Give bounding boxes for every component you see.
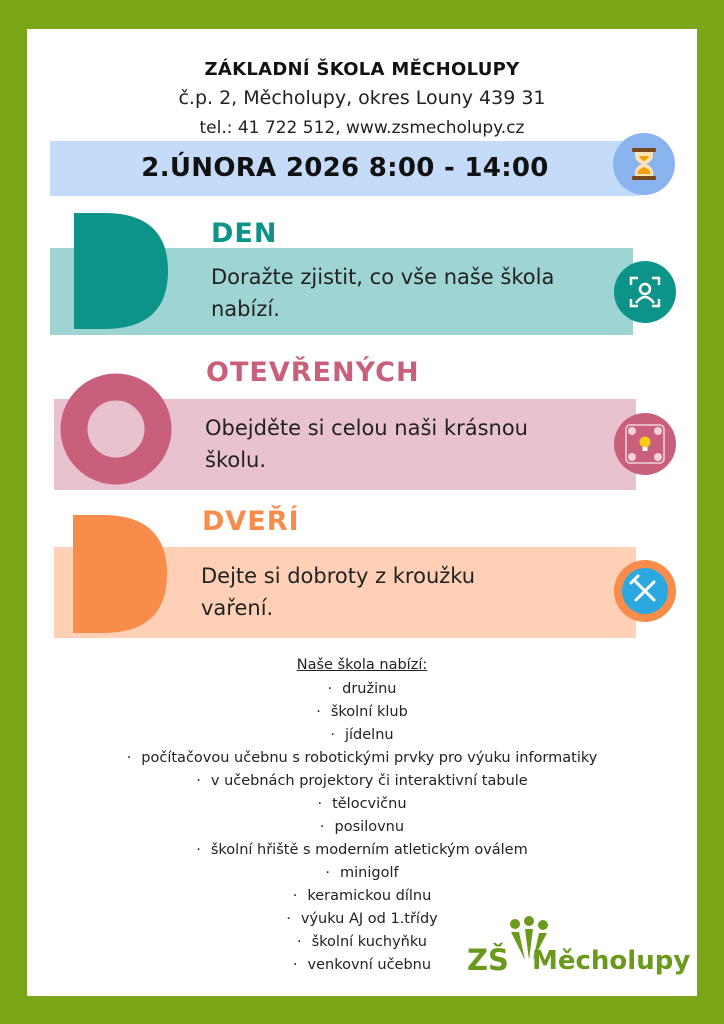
offer-list-item xyxy=(27,816,697,839)
offer-item-text: školní kuchyňku xyxy=(311,934,427,950)
offer-item-text: posilovnu xyxy=(334,819,405,835)
bullet: · xyxy=(196,773,201,789)
bullet: · xyxy=(330,727,335,743)
school-name: ZÁKLADNÍ ŠKOLA MĚCHOLUPY xyxy=(204,59,520,80)
hourglass-icon xyxy=(613,133,675,195)
offer-list-item xyxy=(27,701,697,724)
offer-item-text: družinu xyxy=(342,681,397,697)
offer-item-text: výuku AJ od 1.třídy xyxy=(300,911,438,927)
flyer-page xyxy=(27,29,697,996)
offer-list-item xyxy=(27,862,697,885)
offer-item-text: školní klub xyxy=(330,704,408,720)
bullet: · xyxy=(319,819,325,835)
offer-list-item xyxy=(27,678,697,701)
den-text-line1: Doražte zjistit, co vše naše škola xyxy=(211,265,555,289)
offer-list-item xyxy=(27,908,697,931)
person-scan-icon xyxy=(614,261,676,323)
bullet: · xyxy=(325,865,330,881)
den-text xyxy=(211,261,554,325)
offer-item-text: keramickou dílnu xyxy=(307,888,432,904)
offer-item-text: minigolf xyxy=(340,865,399,881)
dveri-text-line1: Dejte si dobroty z kroužku xyxy=(201,564,476,588)
offer-list xyxy=(27,678,697,977)
offer-item-text: tělocvičnu xyxy=(332,796,407,812)
fork-knife-icon xyxy=(614,560,676,622)
bullet: · xyxy=(196,842,201,858)
offer-item-text: jídelnu xyxy=(345,727,394,743)
offer-list-item xyxy=(27,839,697,862)
offer-list-item xyxy=(27,747,697,770)
bullet: · xyxy=(126,750,132,766)
word-otevrenych: OTEVŘENÝCH xyxy=(206,357,420,388)
offer-list-item xyxy=(27,793,697,816)
school-logo-name: Měcholupy xyxy=(532,946,691,976)
bullet: · xyxy=(297,934,302,950)
bullet: · xyxy=(286,911,291,927)
letter-d-orange xyxy=(71,513,171,635)
otevrenych-text-line2: školu. xyxy=(205,448,267,472)
offer-list-item xyxy=(27,770,697,793)
bullet: · xyxy=(317,796,323,812)
event-date-time: 2.ÚNORA 2026 8:00 - 14:00 xyxy=(141,153,549,183)
bullet: · xyxy=(292,888,298,904)
people-idea-icon xyxy=(614,413,676,475)
bullet: · xyxy=(327,681,333,697)
den-text-line2: nabízí. xyxy=(211,297,280,321)
offer-item-text: počítačovou učebnu s robotickými prvky pro výuku informatiky xyxy=(141,750,598,766)
letter-o-pink xyxy=(60,373,172,485)
offer-list-item xyxy=(27,724,697,747)
offer-item-text: v učebnách projektory či interaktivní tabule xyxy=(210,773,528,789)
dveri-text-line2: vaření. xyxy=(201,596,274,620)
bullet: · xyxy=(316,704,321,720)
dveri-text xyxy=(201,560,475,624)
offer-list-item xyxy=(27,885,697,908)
otevrenych-text-line1: Obejděte si celou naši krásnou xyxy=(205,416,528,440)
word-den: DEN xyxy=(211,218,278,249)
school-address: č.p. 2, Měcholupy, okres Louny 439 31 xyxy=(178,87,546,109)
offer-item-text: školní hřiště s moderním atletickým oválem xyxy=(210,842,528,858)
offer-title: Naše škola nabízí: xyxy=(296,657,428,673)
word-dveri: DVEŘÍ xyxy=(202,506,300,537)
otevrenych-text xyxy=(205,412,528,476)
school-logo-prefix: ZŠ xyxy=(467,943,509,977)
letter-d-teal xyxy=(72,211,172,331)
school-contact: tel.: 41 722 512, www.zsmecholupy.cz xyxy=(199,118,525,138)
offer-item-text: venkovní učebnu xyxy=(307,957,432,973)
bullet: · xyxy=(292,957,298,973)
